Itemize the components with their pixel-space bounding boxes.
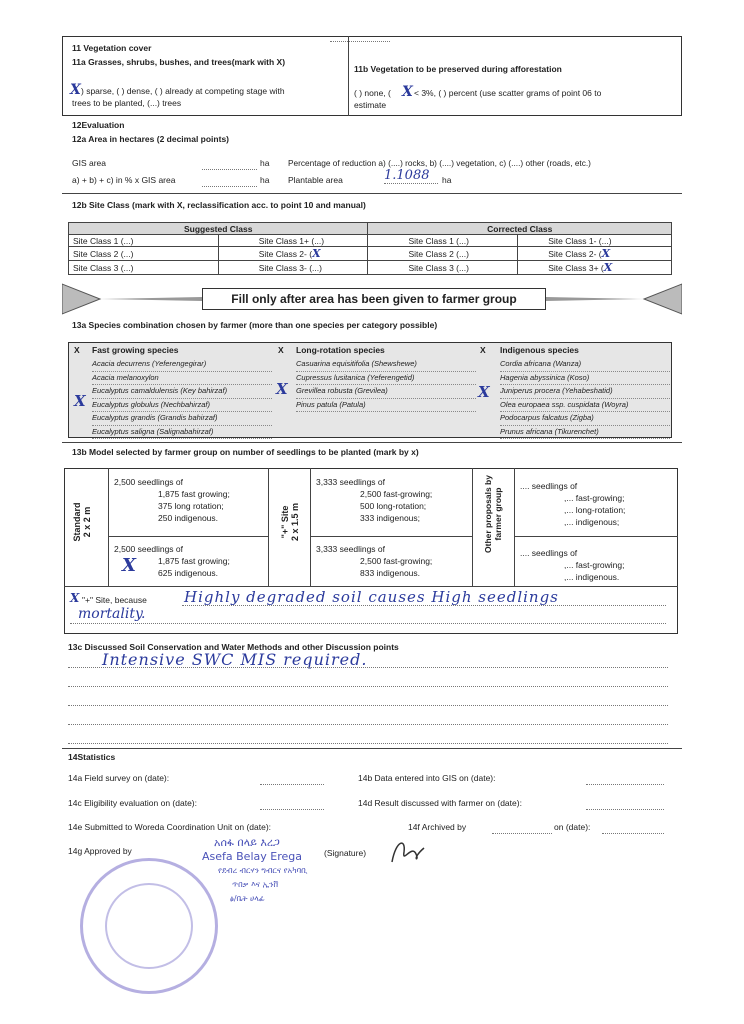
- stamp-line-4: ጥበቃ እና ኢንቨ: [232, 880, 279, 889]
- gis-entry-label: 14b Data entered into GIS on (date):: [358, 773, 496, 783]
- x-col-long: X: [278, 345, 284, 355]
- plus-site-label: "+" Site 2 x 1.5 m: [280, 502, 300, 542]
- other-option-2: [520, 547, 670, 583]
- stamp-line-3: የደብረ ብርሃን ግብርና የአካባቢ: [218, 866, 308, 875]
- cell: Site Class 3+ (: [548, 263, 604, 273]
- seedling-line: 3,333 seedlings of: [316, 544, 385, 554]
- seedling-line: 3,333 seedlings of: [316, 477, 385, 487]
- submitted-label: 14e Submitted to Woreda Coordination Unit on (date):: [68, 822, 272, 832]
- official-seal: [80, 858, 218, 994]
- cell: Site Class 3- (...): [218, 261, 368, 275]
- archived-date-label: on (date):: [554, 822, 591, 832]
- signature-label: (Signature): [324, 848, 367, 858]
- seedling-line: 833 indigenous.: [360, 568, 421, 578]
- seedling-line: ,... indigenous.: [564, 572, 620, 582]
- cell: Site Class 2 (...): [69, 247, 219, 261]
- corrected-class-header: Corrected Class: [368, 223, 672, 235]
- plantable-value: 1.1088: [384, 168, 438, 184]
- seedling-line: 1,875 fast growing;: [158, 556, 230, 566]
- seedling-line: 2,500 seedlings of: [114, 544, 183, 554]
- long-header: Long-rotation species: [296, 345, 385, 355]
- site-class-row: [69, 261, 672, 275]
- x-col-ind: X: [480, 345, 486, 355]
- sec11b-line1a: ( ) none, (: [354, 88, 391, 98]
- seedling-line: 333 indigenous;: [360, 513, 421, 523]
- cell: Site Class 2 (...): [368, 247, 518, 261]
- other-option-1: [520, 480, 670, 528]
- field-survey-label: 14a Field survey on (date):: [68, 773, 170, 783]
- sec13b-title: 13b Model selected by farmer group on number of seedlings to be planted (mark by x): [72, 447, 419, 457]
- seedling-line: 500 long-rotation;: [360, 501, 427, 511]
- plantable-label: Plantable area: [288, 175, 343, 185]
- ind-species-mark: X: [478, 383, 490, 401]
- species-item: Acacia melanoxylon: [92, 372, 272, 386]
- seedling-line: .... seedlings of: [520, 481, 578, 491]
- seedling-line: ,... indigenous;: [564, 517, 620, 527]
- stamp-line-5: ፅ/ቤት ሀላፊ: [230, 894, 265, 903]
- corrected-class-mark-2: X: [603, 261, 613, 274]
- banner: [62, 280, 682, 316]
- because-label: "+" Site, because: [82, 595, 147, 605]
- sec11b-line2: estimate: [354, 100, 387, 110]
- sec11a-line2: trees to be planted, (...) trees: [72, 98, 182, 108]
- cell: Site Class 1 (...): [69, 235, 219, 247]
- cell: Site Class 2- (: [548, 249, 602, 259]
- site-class-row: [69, 235, 672, 247]
- seedling-line: ,... long-rotation;: [564, 505, 626, 515]
- because-text-2: mortality.: [78, 606, 146, 622]
- seedling-line: 625 indigenous.: [158, 568, 219, 578]
- suggested-class-mark: X: [312, 247, 321, 260]
- seedling-line: 1,875 fast growing;: [158, 489, 230, 499]
- ind-header: Indigenous species: [500, 345, 579, 355]
- species-item: Casuarina equisitifolia (Shewshewe): [296, 358, 476, 372]
- species-item: Grevillea robusta (Grevilea): [296, 385, 476, 399]
- standard-label: Standard 2 x 2 m: [72, 502, 92, 542]
- because-text-1: Highly degraded soil causes High seedlings: [184, 588, 559, 606]
- sec11b-mark: X: [402, 84, 413, 100]
- seedling-line: ,... fast-growing;: [564, 493, 625, 503]
- because-mark: X: [70, 591, 80, 605]
- sec11a-title: 11a Grasses, shrubs, bushes, and trees(mark with X): [72, 57, 286, 67]
- eligibility-label: 14c Eligibility evaluation on (date):: [68, 798, 197, 808]
- species-item: Cupressus lusitanica (Yeferengetid): [296, 372, 476, 386]
- long-species-mark: X: [276, 380, 288, 398]
- species-item: Eucalyptus saligna (Salignabahirzaf): [92, 426, 272, 440]
- stamp-name: Asefa Belay Erega: [202, 850, 302, 863]
- sum-area-label: a) + b) + c) in % x GIS area: [72, 175, 176, 185]
- sec12a-title: 12a Area in hectares (2 decimal points): [72, 134, 229, 144]
- species-item: Acacia decurrens (Yeferengegirar): [92, 358, 272, 372]
- plus-option-1: [316, 476, 468, 524]
- other-proposals-label: Other proposals by farmer group: [483, 475, 503, 553]
- sec11b-line1b: < 3%, ( ) percent (use scatter grams of point 06 to: [414, 88, 602, 98]
- cell: Site Class 1- (...): [518, 235, 672, 247]
- species-item: Juniperus procera (Yehabeshatid): [500, 385, 670, 399]
- signature-scribble: [388, 836, 428, 868]
- seedling-line: 2,500 fast-growing;: [360, 556, 433, 566]
- site-class-table: [68, 222, 672, 275]
- sec11a-mark: X: [70, 82, 81, 98]
- sec11b-title: 11b Vegetation to be preserved during afforestation: [354, 64, 562, 74]
- sec12-title: 12Evaluation: [72, 120, 125, 130]
- sec13a-title: 13a Species combination chosen by farmer (more than one species per category possible): [72, 320, 438, 330]
- fast-species-mark: X: [74, 392, 86, 410]
- sec14-title: 14Statistics: [68, 752, 116, 762]
- species-item: Olea europaea ssp. cuspidata (Woyra): [500, 399, 670, 413]
- fast-species-list: [92, 358, 272, 439]
- sec11-title: 11 Vegetation cover: [72, 43, 152, 53]
- x-col-fast: X: [74, 345, 80, 355]
- plus-option-2: [316, 543, 468, 579]
- gis-area-label: GIS area: [72, 158, 107, 168]
- long-species-list: [296, 358, 476, 412]
- cell: Site Class 1+ (...): [218, 235, 368, 247]
- plantable-unit: ha: [442, 175, 452, 185]
- suggested-class-header: Suggested Class: [69, 223, 368, 235]
- species-item: Podocarpus falcatus (Zigba): [500, 412, 670, 426]
- species-item: Hagenia abyssinica (Koso): [500, 372, 670, 386]
- cell: Site Class 3 (...): [368, 261, 518, 275]
- species-item: Pinus patula (Patula): [296, 399, 476, 413]
- sum-area-unit: ha: [260, 175, 270, 185]
- indigenous-species-list: [500, 358, 670, 439]
- result-discussed-label: 14d Result discussed with farmer on (date):: [358, 798, 522, 808]
- seedling-line: 2,500 seedlings of: [114, 477, 183, 487]
- archived-label: 14f Archived by: [408, 822, 467, 832]
- sec12b-title: 12b Site Class (mark with X, reclassification acc. to point 10 and manual): [72, 200, 366, 210]
- standard-option-2: [114, 543, 264, 579]
- seedling-line: 375 long rotation;: [158, 501, 224, 511]
- approved-label: 14g Approved by: [68, 846, 132, 856]
- species-item: Cordia africana (Wanza): [500, 358, 670, 372]
- seedling-line: .... seedlings of: [520, 548, 578, 558]
- species-item: Eucalyptus grandis (Grandis bahirzaf): [92, 412, 272, 426]
- cell: Site Class 3 (...): [69, 261, 219, 275]
- species-item: Eucalyptus globulus (Nechbahirzaf): [92, 399, 272, 413]
- corrected-class-mark: X: [601, 247, 611, 260]
- standard-option-2-mark: X: [122, 555, 136, 576]
- banner-text: Fill only after area has been given to farmer group: [202, 288, 546, 310]
- species-item: Prunus africana (Tikurenchet): [500, 426, 670, 440]
- site-class-row: [69, 247, 672, 261]
- seedling-line: 250 indigenous.: [158, 513, 219, 523]
- reduction-label: Percentage of reduction a) (....) rocks, b) (....) vegetation, c) (....) other (roads, etc.): [288, 158, 591, 168]
- sec13c-title: 13c Discussed Soil Conservation and Water Methods and other Discussion points: [68, 642, 399, 652]
- sec11a-line1: ) sparse, ( ) dense, ( ) already at competing stage with: [81, 86, 285, 96]
- sec13c-text: Intensive SWC MIS required.: [102, 650, 368, 669]
- cell: Site Class 1 (...): [368, 235, 518, 247]
- fast-header: Fast growing species: [92, 345, 179, 355]
- gis-area-unit: ha: [260, 158, 270, 168]
- seedling-line: ,... fast-growing;: [564, 560, 625, 570]
- standard-option-1: [114, 476, 264, 524]
- stamp-line-1: አሰፋ በላይ እረጋ: [214, 836, 280, 849]
- seedling-line: 2,500 fast-growing;: [360, 489, 433, 499]
- form-page: [62, 28, 682, 1008]
- species-item: Eucalyptus camaldulensis (Key bahirzaf): [92, 385, 272, 399]
- cell: Site Class 2- (: [258, 249, 313, 259]
